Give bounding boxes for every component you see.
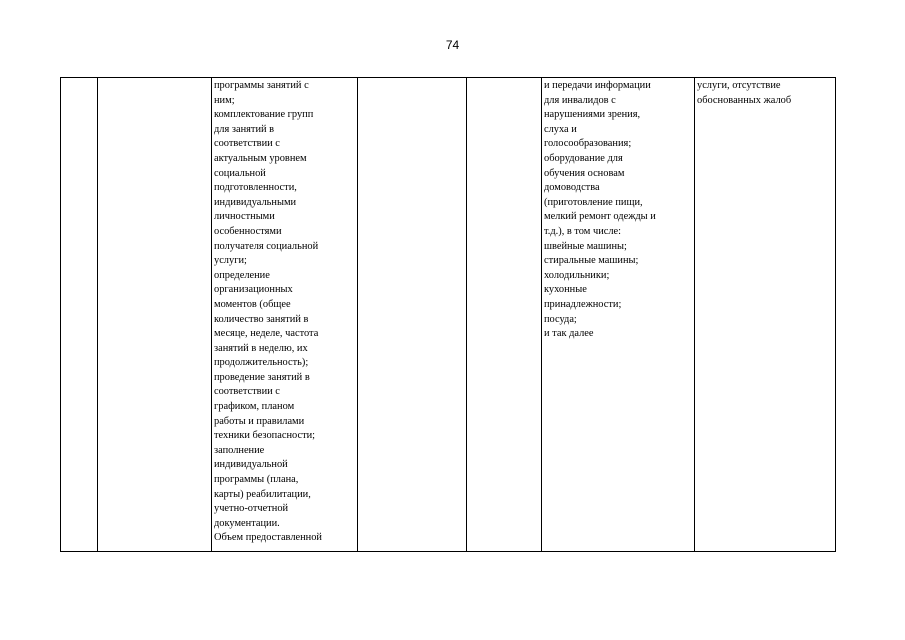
- table-cell-col2: [98, 78, 212, 552]
- table-cell-col4: [358, 78, 467, 552]
- services-table: [60, 77, 836, 552]
- table-row: [61, 78, 836, 552]
- table-cell-service-procedure: программы занятий с ним; комплектование групп для занятий в соответствии с актуальным уровнем социальной подготовленности, индивидуальными личностными особенностями получателя социальной услуги; определение организационных моментов (общее количество занятий в месяце, неделе, частота занятий в неделю, их продолжительность); проведение занятий в соответствии с графиком, планом работы и правилами техники безопасности; заполнение индивидуальной программы (плана, карты) реабилитации, учетно-отчетной документации. Объем предоставленной: [212, 78, 358, 552]
- table-cell-col1: [61, 78, 98, 552]
- page-number: 74: [445, 38, 460, 52]
- table-cell-equipment: и передачи информации для инвалидов с нарушениями зрения, слуха и голосообразования; оборудование для обучения основам домоводства (приготовление пищи, мелкий ремонт одежды и т.д.), в том числе: швейные машины; стиральные машины; холодильники; кухонные принадлежности; посуда; и так далее: [542, 78, 695, 552]
- table-cell-col5: [467, 78, 542, 552]
- table-cell-quality-indicator: услуги, отсутствие обоснованных жалоб: [695, 78, 836, 552]
